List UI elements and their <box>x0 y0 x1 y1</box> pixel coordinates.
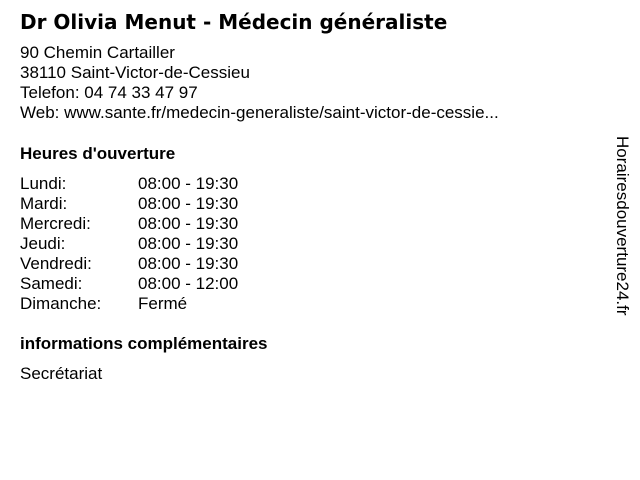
street-address: 90 Chemin Cartailler <box>20 43 175 62</box>
phone-number: Telefon: 04 74 33 47 97 <box>20 83 198 102</box>
day-label: Jeudi: <box>20 234 66 253</box>
time-value: 08:00 - 19:30 <box>138 234 239 253</box>
extra-info-heading: informations complémentaires <box>20 334 268 353</box>
opening-hours-table <box>20 174 238 314</box>
time-value: 08:00 - 19:30 <box>138 254 239 273</box>
day-label: Samedi: <box>20 274 83 293</box>
day-label: Lundi: <box>20 174 67 193</box>
hours-row-monday <box>20 174 238 194</box>
hours-heading: Heures d'ouverture <box>20 144 176 163</box>
hours-row-tuesday <box>20 194 238 214</box>
site-watermark: Horairesdouverture24.fr <box>613 136 632 316</box>
time-value: Fermé <box>138 294 188 313</box>
hours-row-thursday <box>20 234 238 254</box>
day-label: Mercredi: <box>20 214 91 233</box>
website-link[interactable]: Web: www.sante.fr/medecin-generaliste/saint-victor-de-cessie... <box>20 103 499 122</box>
day-label: Dimanche: <box>20 294 102 313</box>
time-value: 08:00 - 19:30 <box>138 174 239 193</box>
hours-row-sunday <box>20 294 238 314</box>
time-value: 08:00 - 19:30 <box>138 214 239 233</box>
hours-row-wednesday <box>20 214 238 234</box>
hours-row-saturday <box>20 274 238 294</box>
time-value: 08:00 - 12:00 <box>138 274 239 293</box>
hours-row-friday <box>20 254 238 274</box>
contact-info <box>20 43 499 123</box>
page-title: Dr Olivia Menut - Médecin généraliste <box>20 10 448 34</box>
time-value: 08:00 - 19:30 <box>138 194 239 213</box>
day-label: Mardi: <box>20 194 68 213</box>
city-address: 38110 Saint-Victor-de-Cessieu <box>20 63 250 82</box>
extra-info-text: Secrétariat <box>20 364 103 383</box>
day-label: Vendredi: <box>20 254 92 273</box>
